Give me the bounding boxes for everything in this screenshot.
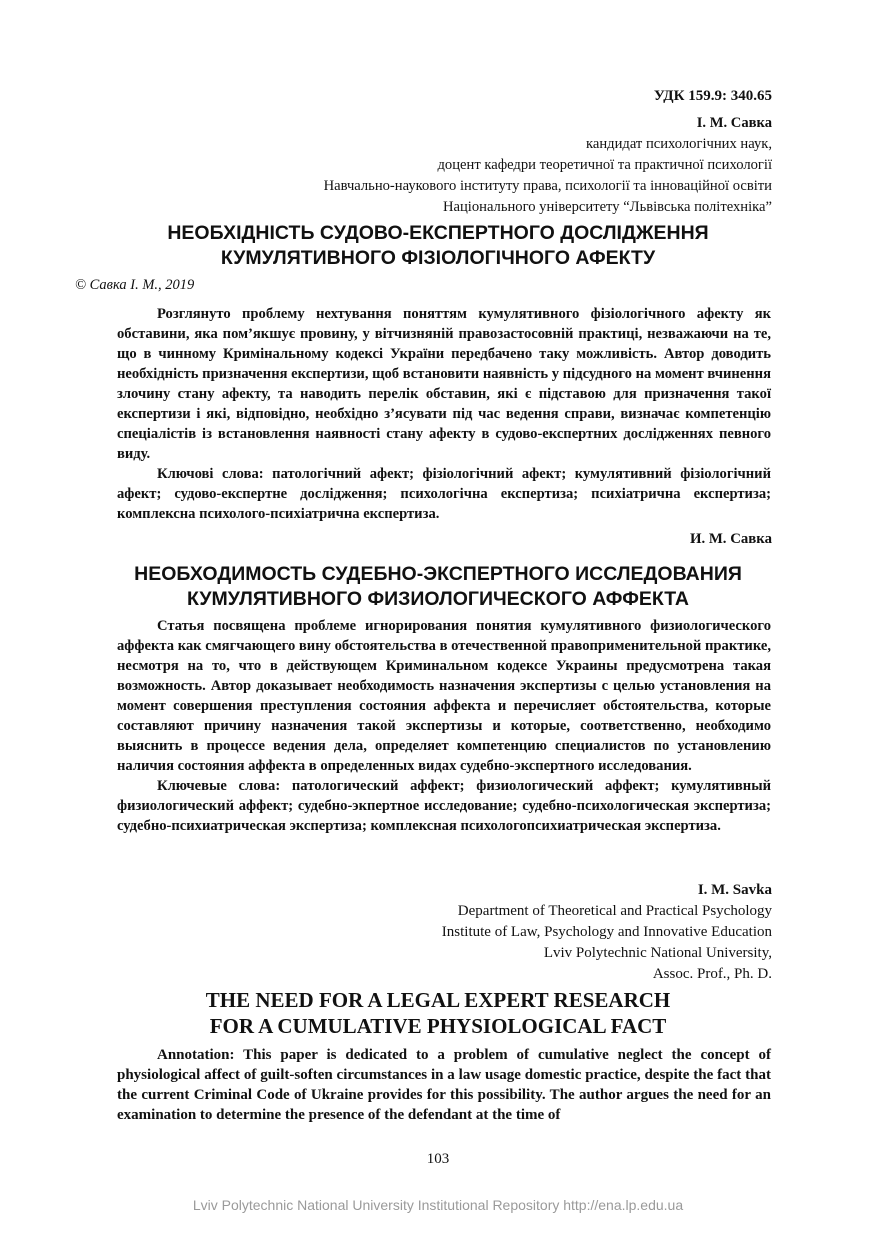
en-affiliation-line: Department of Theoretical and Practical Psychology [457, 903, 772, 919]
ua-title-line: КУМУЛЯТИВНОГО ФІЗІОЛОГІЧНОГО АФЕКТУ [220, 247, 656, 269]
ua-abstract-block [117, 304, 771, 524]
ru-keywords: Ключевые слова: патологический аффект; физиологический аффект; кумулятивный физиологический аффект; судебно-экпертное исследование; судебно-психологическая экспертиза; судебно-психиатрическая экспертиза; комплексная психологопсихиатрическая экспертиза. [117, 778, 771, 834]
en-author-block [442, 880, 772, 985]
ua-title [0, 221, 876, 271]
udk-code: УДК 159.9: 340.65 [653, 88, 772, 104]
en-title-line: THE NEED FOR A LEGAL EXPERT RESEARCH [205, 988, 671, 1012]
copyright: © Савка І. М., 2019 [75, 277, 195, 293]
en-affiliation-line: Lviv Polytechnic National University, [543, 945, 772, 961]
ru-title-line: КУМУЛЯТИВНОГО ФИЗИОЛОГИЧЕСКОГО АФФЕКТА [186, 588, 689, 610]
ru-title-line: НЕОБХОДИМОСТЬ СУДЕБНО-ЭКСПЕРТНОГО ИССЛЕДОВАНИЯ [134, 563, 742, 585]
en-annotation-block [117, 1045, 771, 1125]
ru-abstract: Статья посвящена проблеме игнорирования понятия кумулятивного физиологического аффекта как смягчающего вину обстоятельства в отечественной правоприменительной практике, несмотря на то, что в действующем Криминальном кодексе Украины предусмотрена такая возможность. Автор доказывает необходимость назначения экспертизы с целью установления на момент совершения преступления состояния аффекта и перечисляет обстоятельства, которые составляют причину назначения такой экспертизы и которые, соответственно, необходимо выяснить в процессе ведения дела, определяет компетенцию специалистов по установлению наличия состояния аффекта в определенных видах судебно-экспертного исследования. [117, 618, 771, 774]
ua-author-name: І. М. Савка [696, 115, 772, 131]
ua-affiliation-line: доцент кафедри теоретичної та практичної психології [437, 157, 772, 173]
ru-abstract-block [117, 616, 771, 836]
ua-affiliation-line: кандидат психологічних наук, [586, 136, 772, 152]
en-author-name: I. M. Savka [697, 882, 772, 898]
ua-affiliation-line: Національного університету “Львівська політехніка” [442, 199, 772, 215]
page-number: 103 [426, 1151, 450, 1167]
repository-footer: Lviv Polytechnic National University Institutional Repository http://ena.lp.edu.ua [192, 1197, 684, 1213]
en-annotation: Annotation: This paper is dedicated to a problem of cumulative neglect the concept of physiological affect of guilt-soften circumstances in a law usage domestic practice, despite the fact that the current Criminal Code of Ukraine provides for this possibility. The author argues the need for an examination to determine the presence of the defendant at the time of [117, 1047, 771, 1123]
ua-author-block [324, 113, 772, 218]
ua-affiliation-line: Навчально-наукового інституту права, психології та інноваційної освіти [323, 178, 772, 194]
en-affiliation-line: Institute of Law, Psychology and Innovative Education [441, 924, 772, 940]
ua-keywords: Ключові слова: патологічний афект; фізіологічний афект; кумулятивний фізіологічний афект; судово-експертне дослідження; психологічна експертиза; психіатрична експертиза; комплексна психолого-психіатрична експертиза. [117, 466, 771, 522]
ru-author-name: И. М. Савка [689, 531, 772, 547]
en-affiliation-line: Assoc. Prof., Ph. D. [652, 966, 772, 982]
en-title-line: FOR A CUMULATIVE PHYSIOLOGICAL FACT [209, 1014, 667, 1038]
en-title [0, 987, 876, 1039]
ua-title-line: НЕОБХІДНІСТЬ СУДОВО-ЕКСПЕРТНОГО ДОСЛІДЖЕННЯ [167, 222, 709, 244]
ru-title [0, 562, 876, 612]
ua-abstract: Розглянуто проблему нехтування поняттям кумулятивного фізіологічного афекту як обставини, яка пом’якшує провину, у вітчизняній правозастосовній практиці, незважаючи на те, що в чинному Кримінальному кодексі України передбачено таку можливість. Автор доводить необхідність призначення експертизи, щоб встановити наявність у підсудного на момент вчинення злочину стану афекту, та наводить перелік обставин, які є підставою для призначення такої експертизи і які, відповідно, необхідно з’ясувати під час ведення справи, визначає компетенцію спеціалістів із встановлення наявності стану афекту в судово-експертних дослідженнях певного виду. [117, 306, 771, 462]
